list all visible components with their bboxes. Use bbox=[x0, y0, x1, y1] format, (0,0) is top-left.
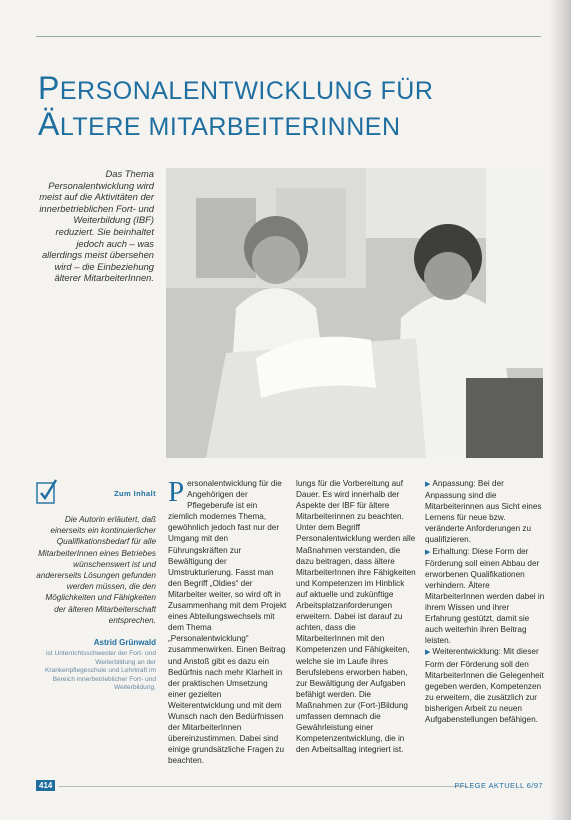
page-edge-shadow bbox=[549, 0, 571, 820]
body-column-3 bbox=[425, 478, 545, 725]
photo-illustration bbox=[166, 168, 543, 458]
footer-rule bbox=[58, 786, 468, 787]
title-line-2: ÄLTERE MITARBEITERINNEN bbox=[38, 106, 401, 142]
page-number: 414 bbox=[36, 780, 55, 791]
bullet-text: Anpassung: Bei der Anpassung sind die Mitarbeiterinnen aus Sicht eines Lernens für neue bzw. veränderte Anforderungen zu qualifizieren. bbox=[425, 479, 542, 545]
bullet-text: Weiterentwicklung: Mit dieser Form der Förderung soll den MitarbeiterInnen die Gelegenheit gegeben werden, Kompetenzen zu erweitern, die zusätzlich zur bisherigen Arbeit zu neuen Aufgabenstellungen befähigen. bbox=[425, 647, 544, 724]
journal-name: PFLEGE AKTUELL 6/97 bbox=[454, 781, 543, 790]
article-title bbox=[38, 72, 433, 144]
in-brief-label: Zum Inhalt bbox=[114, 489, 156, 498]
body-column-2 bbox=[296, 478, 416, 755]
body-column-1 bbox=[168, 478, 288, 766]
triangle-bullet-icon: ▶ bbox=[425, 481, 431, 488]
check-icon bbox=[36, 478, 58, 504]
body-paragraph: lungs für die Vorbereitung auf Dauer. Es wird innerhalb der Aspekte der IBF für ältere Mitarbeiterinnen zu beachten. Unter dem Begriff Personalentwicklung werden alle Maßnahmen verstanden, die dazu beitragen, dass ältere MitarbeiterInnen ihre Fähigkeiten und Kompetenzen im Hinblick auf aktuelle und zukünftige Arbeitsplatzanforderungen erweitern. Dabei ist darauf zu achten, dass die MitarbeiterInnen mit den Kompetenzen und Fähigkeiten, welche sie im Laufe ihres Berufslebens erworben haben, zur Bewältigung der Aufgaben befähigt werden. Die Maßnahmen zur (Fort-)Bildung umfassen demnach die Gewährleistung einer Kompetenzentwicklung, die in den Arbeitsalltag integriert ist. bbox=[296, 479, 416, 755]
triangle-bullet-icon: ▶ bbox=[425, 548, 431, 556]
bullet-text: Erhaltung: Diese Form der Förderung soll einen Abbau der erworbenen Qualifikationen verhindern. Ältere MitarbeiterInnen werden dabei in ihrem Wissen und ihrer Erfahrung gestützt, damit sie auch weiterhin ihren Beitrag leisten. bbox=[425, 546, 545, 646]
triangle-bullet-icon: ▶ bbox=[425, 649, 431, 657]
in-brief-text: Die Autorin erläutert, daß einerseits ein kontinuierlicher Qualifikationsbedarf für alle MitarbeiterInnen eines Betriebes wünschenswert ist und andererseits Lösungen gefunden werden müssen, die den Möglichkeiten und Fähigkeiten der älteren Mitarbeiterschaft entsprechen. bbox=[36, 515, 156, 625]
author-bio: ist Unterrichtsschwester der Fort- und Weiterbildung an der Krankenpflegeschule und Lehrkraft im Bereich innerbetrieblicher Fort- und Weiterbildung. bbox=[44, 650, 156, 692]
lead-paragraph: Das Thema Personalentwicklung wird meist auf die Aktivitäten der innerbetrieblichen Fort- und Weiterbildung (IBF) reduziert. Sie beinhaltet jedoch auch – was allerdings meist übersehen wird – die Einbeziehung älterer MitarbeiterInnen. bbox=[39, 168, 154, 284]
article-photo bbox=[166, 168, 543, 458]
top-rule bbox=[36, 36, 541, 37]
title-line-1: PERSONALENTWICKLUNG FÜR bbox=[38, 70, 434, 106]
bullet-item-2 bbox=[425, 546, 545, 647]
body-paragraph: ersonalentwicklung für die Angehörigen der Pflegeberufe ist ein ziemlich modernes Thema, gewöhnlich jedoch fast nur der Umgang mit den Führungskräften zur Bewältigung der Umstrukturierung. Fasst man den Begriff „Oldies“ der Mitarbeiter weiter, so wird oft in Zusammenhang mit dem Projekt eines Abteilungswechsels mit dem Thema „Personalentwicklung“ zusammenwirken. Einen Beitrag und Anstoß gibt es dazu ein Bedürfnis nach mehr Klarheit in der praktischen Umsetzung einer gezielten Weiterentwicklung und mit dem Wunsch nach den Bedürfnissen der MitarbeiterInnen übereinzustimmen. Dabei sind einige grundsätzliche Fragen zu beachten. bbox=[168, 479, 287, 766]
bullet-item-1 bbox=[425, 478, 545, 546]
author-name: Astrid Grünwald bbox=[93, 638, 156, 647]
bullet-item-3 bbox=[425, 646, 545, 725]
drop-cap: P bbox=[168, 476, 185, 508]
